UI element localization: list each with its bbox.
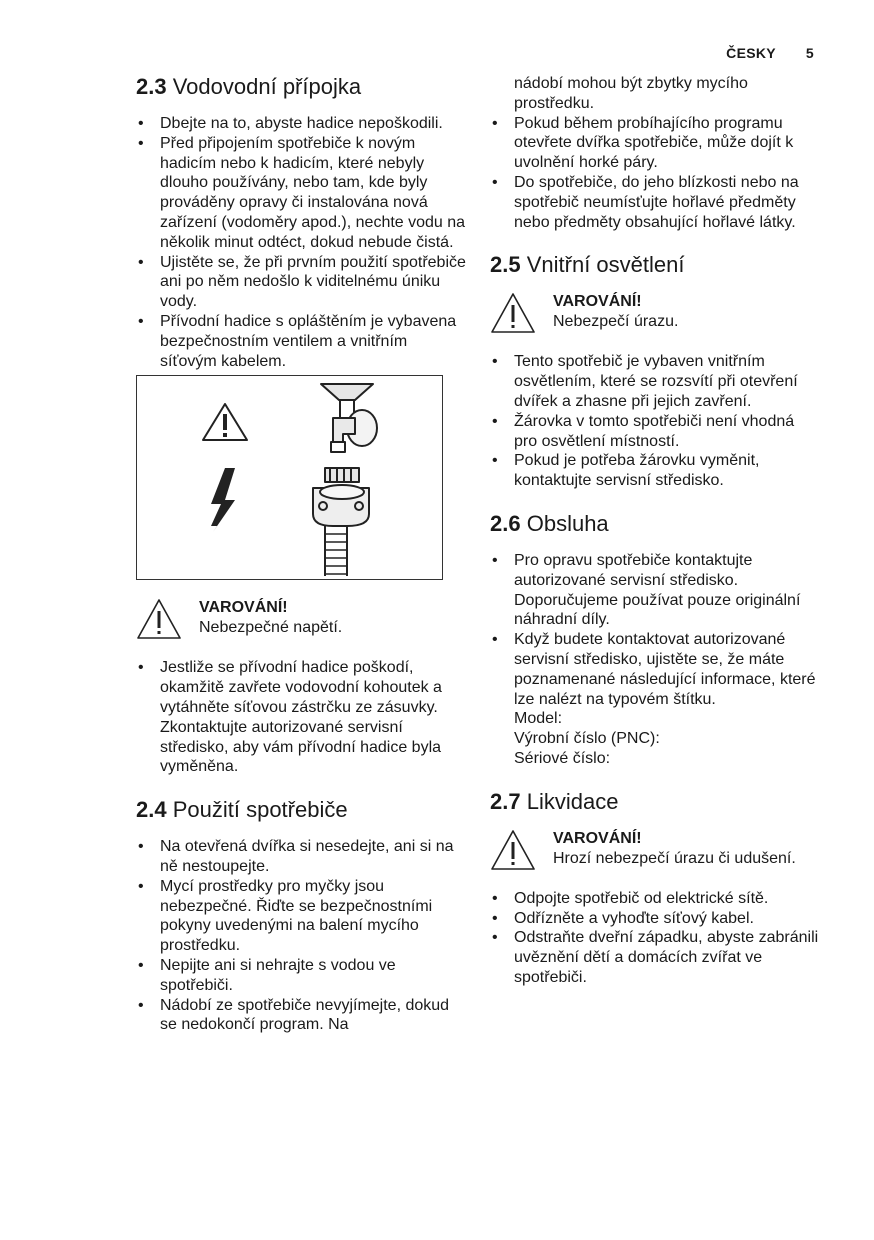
hose-diagram-icon (137, 376, 442, 579)
field-model: Model: (514, 710, 563, 728)
list-item: • Odpojte spotřebič od elektrické sítě. (490, 889, 820, 909)
warning-text: Nebezpečné napětí. (199, 619, 343, 637)
list-item: • Jestliže se přívodní hadice poškodí, okamžitě zavřete vodovodní kohoutek a vytáhněte síťovou zástrčku ze zásuvky. Zkontaktujte autorizované servisní středisko, aby vám přívodní hadice byla vyměněna. (136, 658, 466, 777)
section-2-4-heading: 2.4 Použití spotřebiče (136, 797, 348, 823)
section-2-3-heading: 2.3 Vodovodní přípojka (136, 74, 362, 99)
warning-triangle-icon (203, 404, 247, 440)
warning-title: VAROVÁNÍ! (553, 293, 642, 311)
language-label: ČESKY (726, 45, 776, 61)
warning-title: VAROVÁNÍ! (199, 599, 288, 617)
warning-triangle-icon (490, 829, 536, 871)
warning-text: Nebezpečí úrazu. (553, 313, 679, 331)
section-2-7-list (490, 889, 820, 988)
section-2-6-heading: 2.6 Obsluha (490, 510, 609, 536)
hose-illustration (136, 375, 443, 580)
left-column (136, 74, 466, 1035)
warning-triangle-icon (490, 292, 536, 334)
list-item-text: Když budete kontaktovat autorizované servisní středisko, ujistěte se, že máte poznamenané následující informace, které lze nalézt na typovém štítku. (514, 631, 816, 708)
list-item: • Nepijte ani si nehrajte s vodou ve spotřebiči. (136, 956, 466, 996)
voltage-warning (136, 598, 466, 642)
section-2-4-continued (490, 74, 820, 114)
warning-text: Hrozí nebezpečí úrazu či udušení. (553, 849, 796, 867)
list-item: • Dbejte na to, abyste hadice nepoškodili. (136, 114, 466, 134)
list-item: • Pokud je potřeba žárovku vyměnit, kontaktujte servisní středisko. (490, 451, 820, 491)
list-item: • Do spotřebiče, do jeho blízkosti nebo na spotřebič neumísťujte hořlavé předměty nebo předměty obsahující hořlavé látky. (490, 173, 820, 232)
list-item: • Tento spotřebič je vybaven vnitřním osvětlením, které se rozsvítí při otevření dvířek a zhasne při jejich zavření. (490, 352, 820, 411)
list-item: • Nádobí ze spotřebiče nevyjímejte, dokud se nedokončí program. Na (136, 996, 466, 1036)
page-number: 5 (805, 45, 814, 61)
inlet-hose-icon (313, 468, 369, 576)
list-item: • Na otevřená dvířka si nesedejte, ani si na ně nestoupejte. (136, 837, 466, 877)
list-item: • Přívodní hadice s opláštěním je vybavena bezpečnostním ventilem a vnitřním síťovým kabelem. (136, 312, 466, 371)
lightning-bolt-icon (211, 468, 235, 532)
section-2-4-list (136, 837, 466, 1035)
list-item: nádobí mohou být zbytky mycího prostředku. (514, 75, 748, 112)
field-serial: Sériové číslo: (514, 749, 611, 767)
warning-triangle-icon (136, 598, 182, 640)
list-item: • Odřízněte a vyhoďte síťový kabel. (490, 909, 820, 929)
water-tap-icon (321, 384, 377, 452)
field-pnc: Výrobní číslo (PNC): (514, 730, 660, 748)
right-column (490, 74, 820, 988)
section-2-5-list (490, 352, 820, 491)
list-item: • Pokud během probíhajícího programu otevřete dvířka spotřebiče, může dojít k uvolnění horké páry. (490, 114, 820, 173)
section-2-3-list (136, 114, 466, 371)
list-item: • Odstraňte dveřní západku, abyste zabránili uvěznění dětí a domácích zvířat ve spotřebiči. (490, 928, 820, 987)
list-item: • Pro opravu spotřebiče kontaktujte autorizované servisní středisko. Doporučujeme používat pouze originální náhradní díly. (490, 551, 820, 630)
list-item: • Mycí prostředky pro myčky jsou nebezpečné. Řiďte se bezpečnostními pokyny uvedenými na balení mycího prostředku. (136, 877, 466, 956)
list-item: • Před připojením spotřebiče k novým hadicím nebo k hadicím, které nebyly dlouho používány, nebo tam, kde byly prováděny opravy či instalována nová zařízení (vodoměry apod.), nechte vodu na několik minut odtéct, dokud nebude čistá. (136, 134, 466, 253)
list-item (490, 630, 820, 769)
section-2-4-list-more (490, 114, 820, 233)
section-2-3-list-after (136, 658, 466, 777)
warning-title: VAROVÁNÍ! (553, 829, 642, 847)
section-2-7-heading: 2.7 Likvidace (490, 788, 619, 814)
list-item: • Žárovka v tomto spotřebiči není vhodná pro osvětlení místností. (490, 412, 820, 452)
page-header (726, 45, 814, 61)
section-2-6-list (490, 551, 820, 769)
suffocation-warning (490, 829, 820, 873)
section-2-5-heading: 2.5 Vnitřní osvětlení (490, 252, 685, 278)
list-item: • Ujistěte se, že při prvním použití spotřebiče ani po něm nedošlo k viditelnému úniku vody. (136, 253, 466, 312)
injury-warning (490, 292, 820, 336)
